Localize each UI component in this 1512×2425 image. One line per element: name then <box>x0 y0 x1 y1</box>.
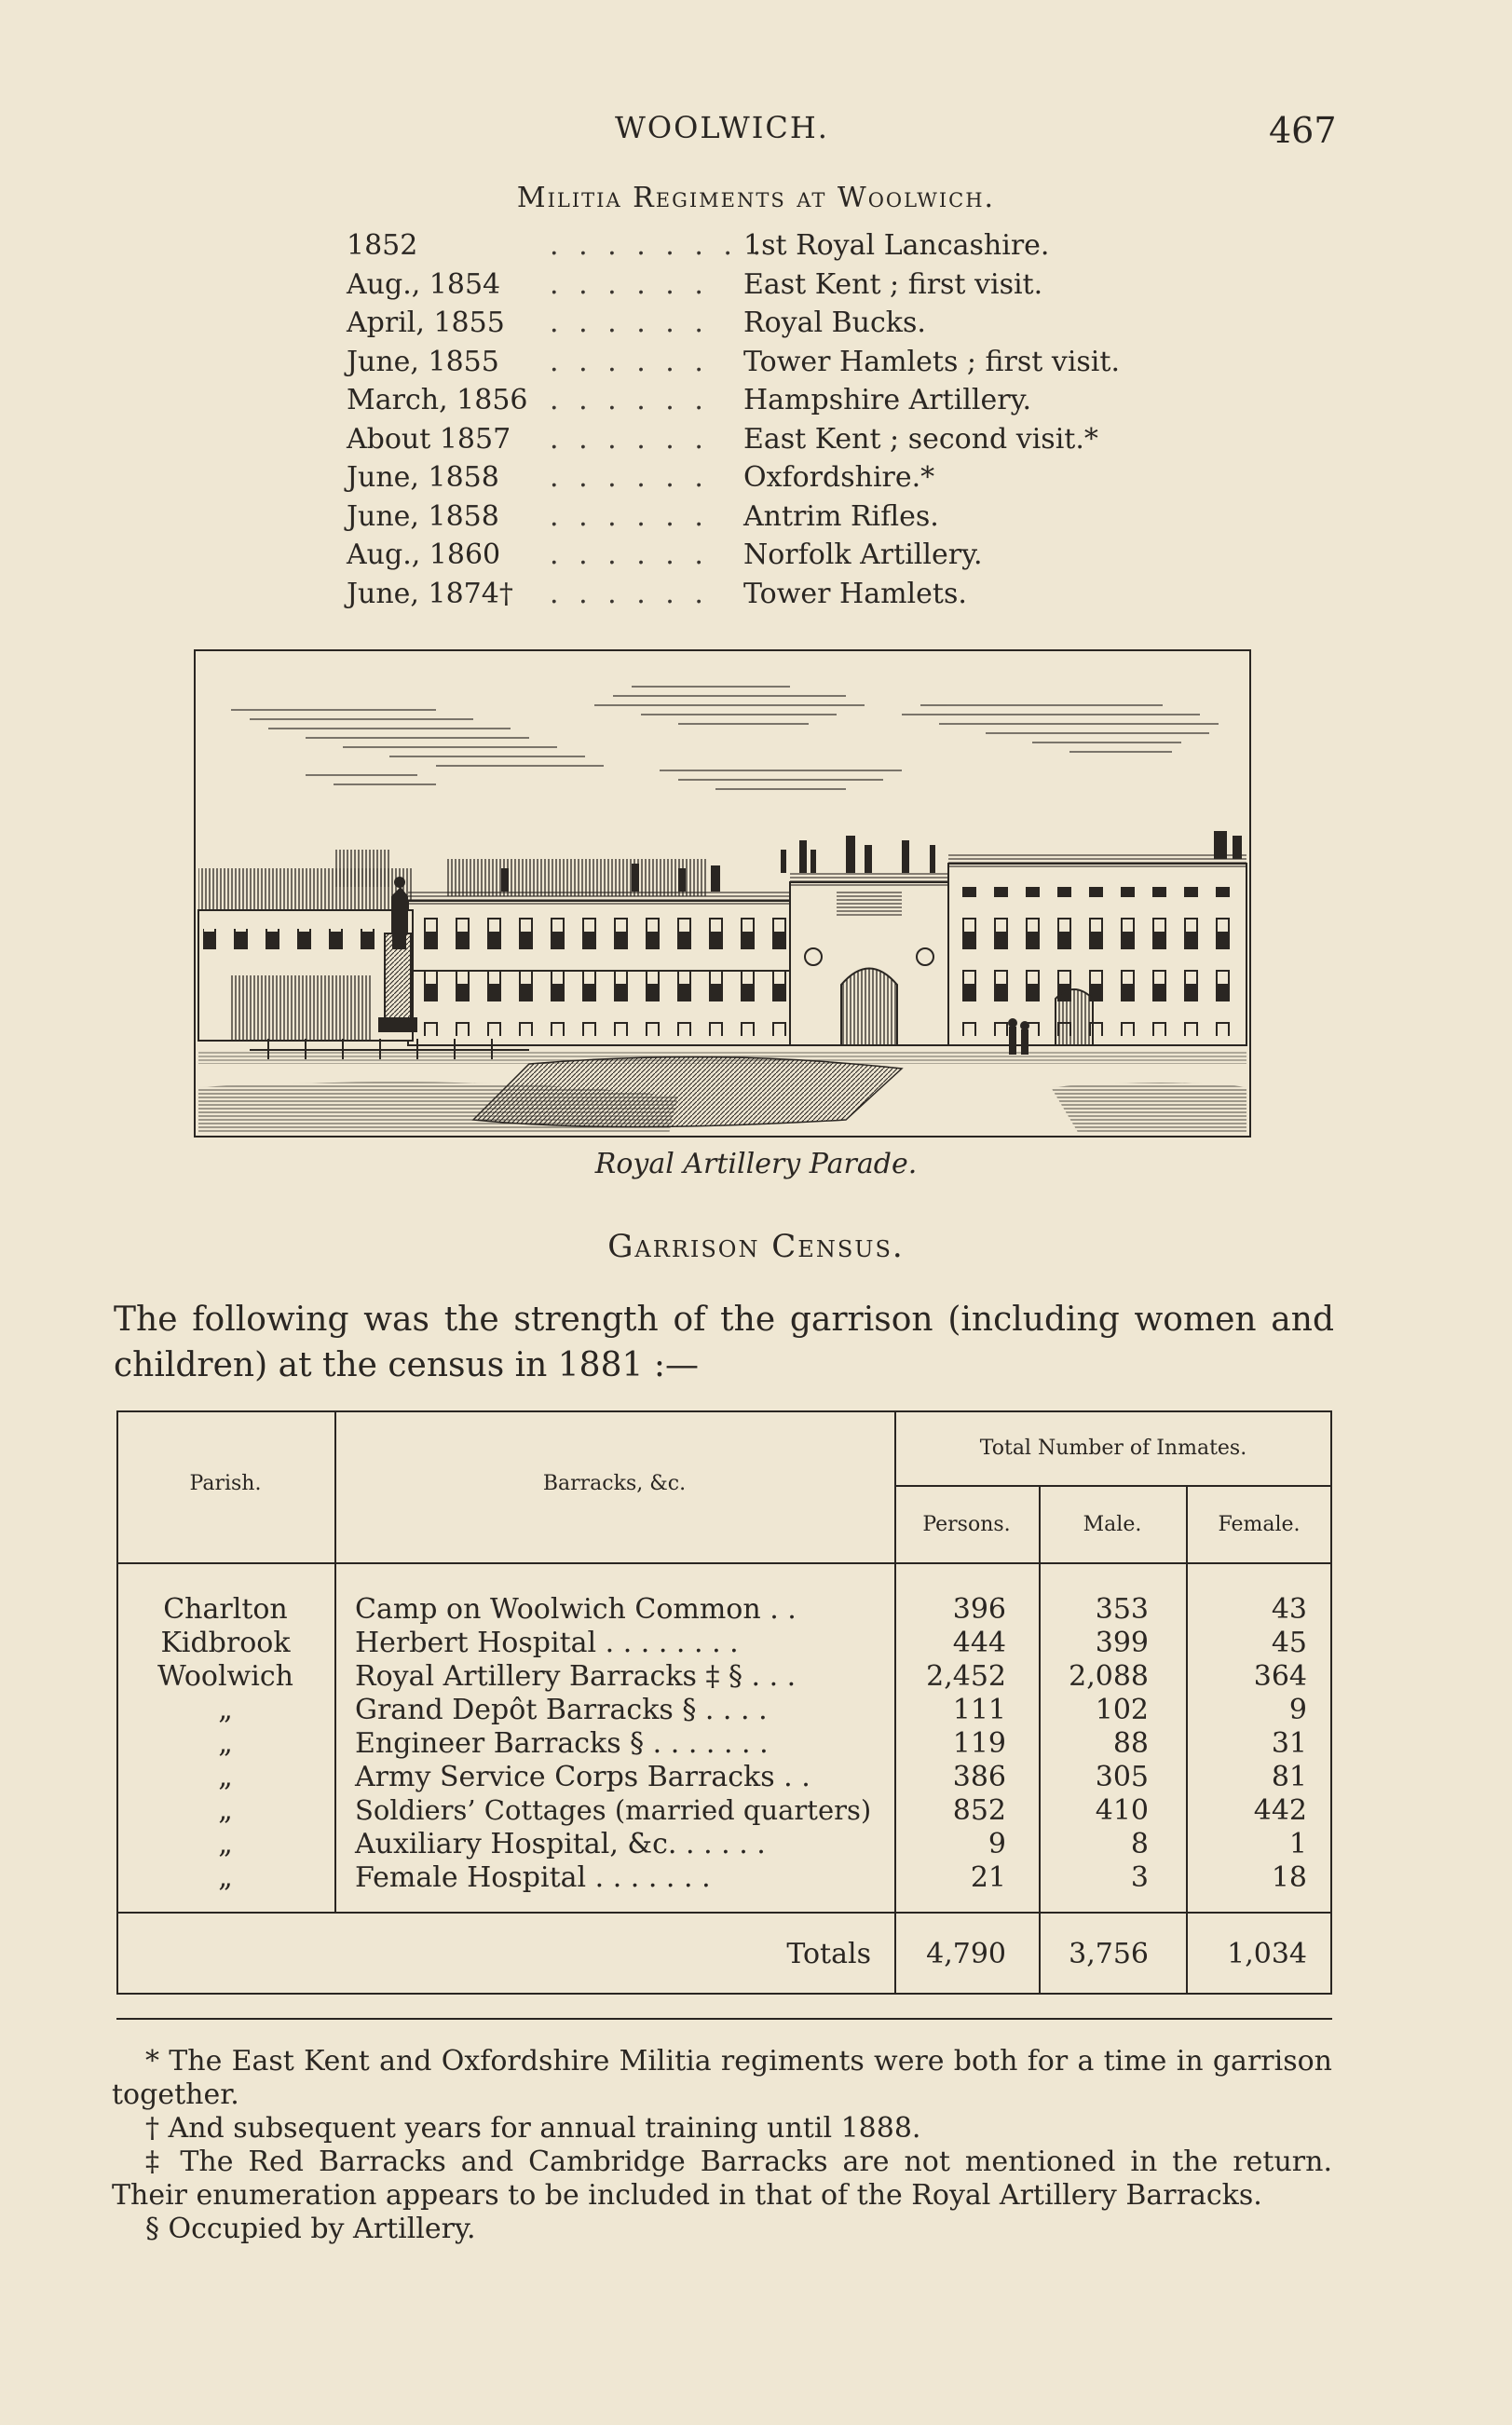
barracks-name: Army Service Corps Barracks <box>355 1761 775 1793</box>
dot-leader: . . . . . . <box>550 577 709 610</box>
header-barracks: Barracks, &c. <box>542 1472 687 1495</box>
barracks-name: Engineer Barracks § <box>355 1727 645 1760</box>
dot-leader: . . . . . . <box>550 422 709 456</box>
militia-date: June, 1858 <box>347 461 499 494</box>
cell-persons: 396 <box>952 1593 1006 1626</box>
militia-regiment: East Kent ; first visit. <box>743 267 1043 301</box>
royal-artillery-parade-engraving <box>194 649 1251 1138</box>
dot-leader: . . . . . . <box>550 499 709 533</box>
dot-leader: . . . . . . . <box>644 1727 769 1760</box>
dot-leader: . . . . <box>696 1694 768 1726</box>
dot-leader: . . . . . . <box>550 345 709 378</box>
header-female: Female. <box>1218 1513 1301 1536</box>
cell-parish: „ <box>218 1694 233 1726</box>
total-persons: 4,790 <box>926 1938 1006 1970</box>
illustration-caption: Royal Artillery Parade. <box>594 1148 918 1180</box>
running-head: WOOLWICH. <box>615 110 829 145</box>
cell-female: 364 <box>1253 1660 1307 1693</box>
page-number: 467 <box>1269 110 1337 151</box>
militia-row <box>347 538 1185 578</box>
cell-female: 1 <box>1288 1828 1307 1860</box>
militia-regiment: Oxfordshire.* <box>743 461 935 494</box>
barracks-name: Herbert Hospital <box>355 1627 597 1659</box>
cell-male: 399 <box>1095 1627 1149 1659</box>
header-total-inmates: Total Number of Inmates. <box>979 1437 1247 1460</box>
cell-barracks <box>355 1828 766 1860</box>
cell-parish: „ <box>218 1794 233 1827</box>
table-rule <box>116 1993 1332 1995</box>
cell-male: 102 <box>1095 1694 1149 1726</box>
cell-barracks <box>355 1727 769 1760</box>
cell-female: 43 <box>1271 1593 1307 1626</box>
total-female: 1,034 <box>1227 1938 1307 1970</box>
cell-persons: 852 <box>952 1794 1006 1827</box>
dot-leader: . . . <box>742 1660 797 1693</box>
cell-male: 305 <box>1095 1761 1149 1793</box>
dot-leader: . . <box>760 1593 797 1626</box>
census-section-title: Garrison Census. <box>607 1228 905 1265</box>
cell-parish: „ <box>218 1828 233 1860</box>
cell-female: 18 <box>1271 1861 1307 1894</box>
census-intro-paragraph: The following was the strength of the garrison (including women and children) at the census in 1881 :— <box>114 1301 1334 1384</box>
footnote: † And subsequent years for annual training until 1888. <box>145 2112 921 2145</box>
militia-date: Aug., 1854 <box>347 267 501 301</box>
cell-female: 45 <box>1271 1627 1307 1659</box>
cell-male: 2,088 <box>1069 1660 1149 1693</box>
footnote: * The East Kent and Oxfordshire Militia regiments were both for a time in garrison together. <box>112 2045 1332 2111</box>
cell-male: 8 <box>1130 1828 1149 1860</box>
cell-female: 81 <box>1271 1761 1307 1793</box>
militia-row <box>347 578 1185 617</box>
militia-section-title: Militia Regiments at Woolwich. <box>516 182 996 214</box>
barracks-name: Grand Depôt Barracks § <box>355 1694 697 1726</box>
table-rule <box>1330 1410 1332 1995</box>
header-persons: Persons. <box>922 1513 1011 1536</box>
footnote: § Occupied by Artillery. <box>145 2213 476 2245</box>
dot-leader: . . . . . . . <box>586 1861 711 1894</box>
cell-persons: 21 <box>970 1861 1006 1894</box>
barracks-name: Female Hospital <box>355 1861 587 1894</box>
barracks-name: Camp on Woolwich Common <box>355 1593 761 1626</box>
cell-female: 9 <box>1288 1694 1307 1726</box>
cell-barracks <box>355 1761 810 1793</box>
militia-date: June, 1855 <box>347 345 499 378</box>
barracks-name: Auxiliary Hospital, &c. <box>355 1828 677 1860</box>
cell-parish: Kidbrook <box>160 1627 291 1659</box>
table-rule <box>116 1410 1332 1412</box>
cell-barracks <box>355 1861 711 1894</box>
table-rule <box>116 1912 1332 1914</box>
table-rule <box>116 1562 1332 1564</box>
militia-regiment: East Kent ; second visit.* <box>743 422 1098 456</box>
militia-row <box>347 461 1185 500</box>
cell-female: 442 <box>1253 1794 1307 1827</box>
dot-leader: . . . . . . . . <box>550 229 768 262</box>
cell-persons: 444 <box>952 1627 1006 1659</box>
cell-parish: „ <box>218 1727 233 1760</box>
dot-leader: . . . . . . <box>550 461 709 494</box>
militia-date: Aug., 1860 <box>347 538 501 571</box>
militia-date: March, 1856 <box>347 384 528 416</box>
cell-persons: 9 <box>988 1828 1006 1860</box>
cell-male: 410 <box>1095 1794 1149 1827</box>
dot-leader: . . . . . <box>676 1828 766 1860</box>
table-rule <box>894 1485 1332 1487</box>
cell-parish: Woolwich <box>157 1660 293 1693</box>
footnote: ‡ The Red Barracks and Cambridge Barracks are not mentioned in the return. Their enumeration appears to be included in that of the Royal Artillery Barracks. <box>112 2146 1332 2212</box>
cell-persons: 386 <box>952 1761 1006 1793</box>
cell-barracks <box>355 1627 739 1659</box>
barracks-name: Soldiers’ Cottages (married quarters) <box>355 1794 872 1826</box>
dot-leader: . . . . . . <box>550 267 709 301</box>
totals-label: Totals <box>786 1938 871 1970</box>
cell-parish: Charlton <box>163 1593 288 1626</box>
cell-barracks <box>355 1794 871 1826</box>
cell-persons: 111 <box>952 1694 1006 1726</box>
cell-barracks <box>355 1694 768 1726</box>
militia-row <box>347 346 1185 385</box>
militia-date: 1852 <box>347 229 418 262</box>
militia-regiment: 1st Royal Lancashire. <box>743 229 1050 262</box>
militia-date: April, 1855 <box>347 307 505 339</box>
cell-barracks <box>355 1593 797 1626</box>
militia-date: June, 1858 <box>347 499 499 533</box>
cell-persons: 119 <box>952 1727 1006 1760</box>
cell-barracks <box>355 1660 796 1693</box>
militia-regiment: Norfolk Artillery. <box>743 538 983 571</box>
cell-male: 88 <box>1112 1727 1149 1760</box>
dot-leader: . . . . . . <box>550 384 709 416</box>
barracks-name: Royal Artillery Barracks ‡ § <box>355 1660 742 1693</box>
dot-leader: . . . . . . <box>550 307 709 339</box>
militia-date: June, 1874† <box>347 577 513 610</box>
garrison-census-table <box>116 1410 1332 1997</box>
militia-regiment: Royal Bucks. <box>743 307 926 339</box>
militia-row <box>347 268 1185 307</box>
militia-list <box>347 229 1185 616</box>
header-parish: Parish. <box>189 1472 262 1495</box>
militia-regiment: Tower Hamlets ; first visit. <box>743 345 1120 378</box>
footnote-rule <box>116 2018 1332 2020</box>
cell-parish: „ <box>218 1761 233 1793</box>
cell-persons: 2,452 <box>926 1660 1006 1693</box>
militia-row <box>347 307 1185 346</box>
header-male: Male. <box>1083 1513 1142 1536</box>
militia-regiment: Tower Hamlets. <box>743 577 967 610</box>
dot-leader: . . . . . . <box>550 538 709 571</box>
cell-female: 31 <box>1271 1727 1307 1760</box>
militia-row <box>347 423 1185 462</box>
militia-date: About 1857 <box>347 422 511 456</box>
dot-leader: . . <box>774 1761 810 1793</box>
militia-regiment: Hampshire Artillery. <box>743 384 1032 416</box>
cell-male: 353 <box>1095 1593 1149 1626</box>
militia-row <box>347 500 1185 539</box>
cell-parish: „ <box>218 1861 233 1894</box>
footnotes <box>112 2045 1332 2246</box>
dot-leader: . . . . . . . . <box>596 1627 739 1659</box>
total-male: 3,756 <box>1069 1938 1149 1970</box>
militia-row <box>347 384 1185 423</box>
cell-male: 3 <box>1130 1861 1149 1894</box>
militia-row <box>347 229 1185 268</box>
militia-regiment: Antrim Rifles. <box>743 499 939 533</box>
